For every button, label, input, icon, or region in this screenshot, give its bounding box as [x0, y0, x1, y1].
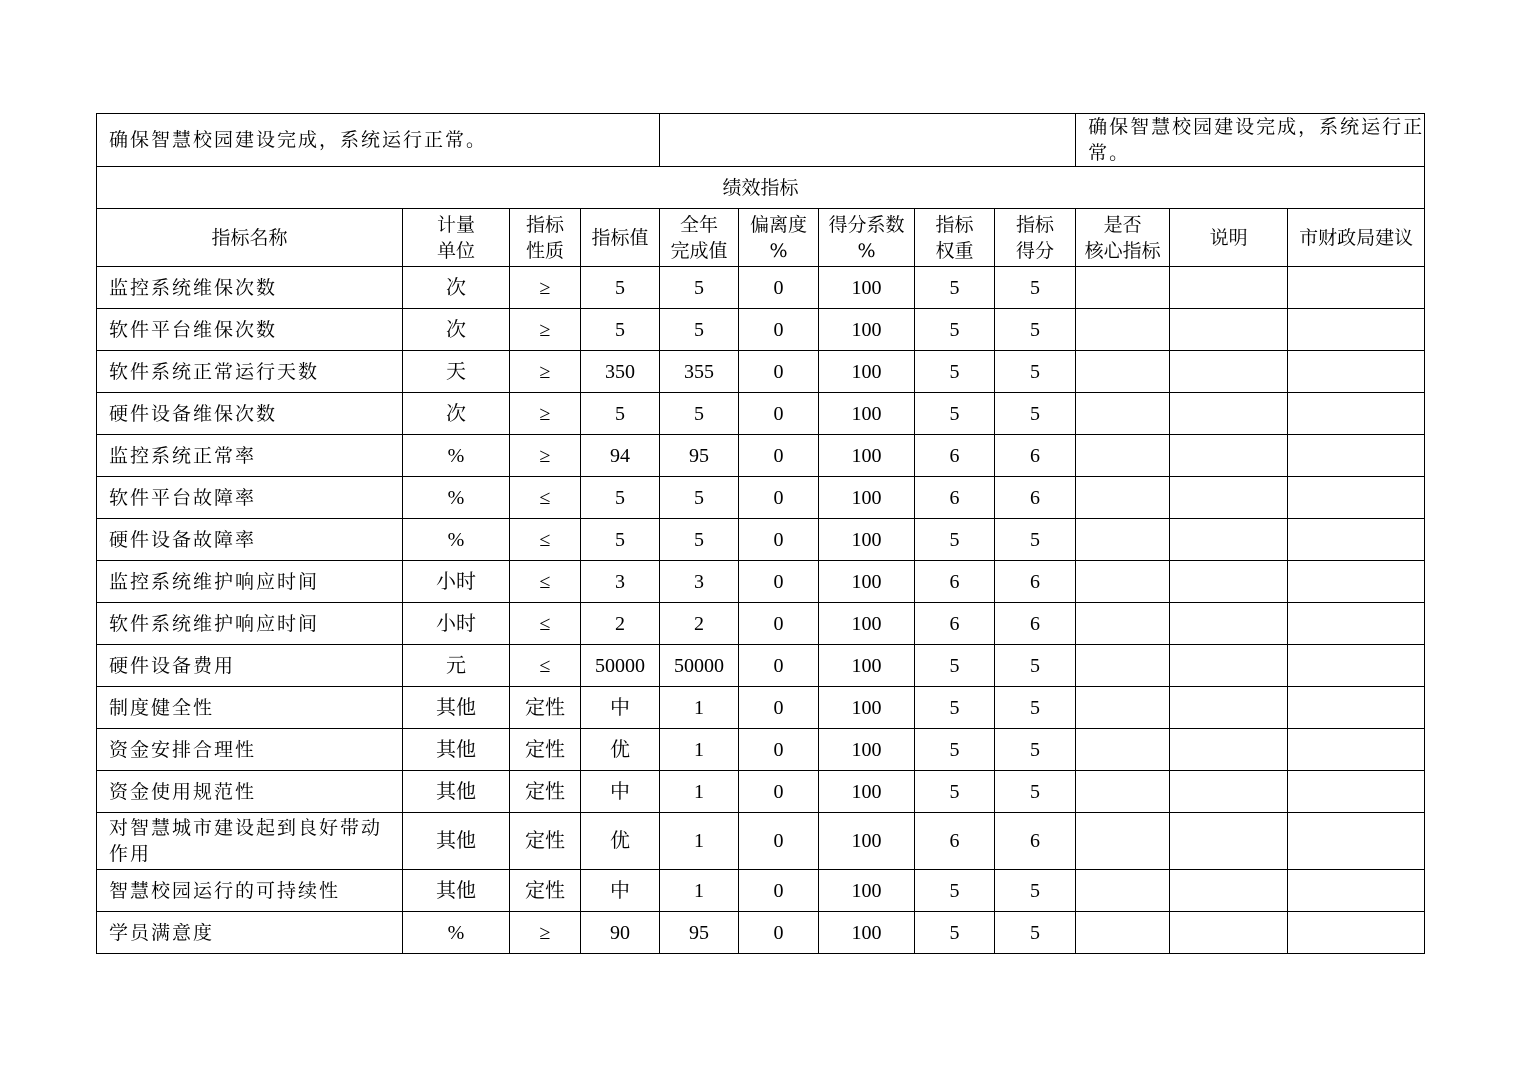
remark-cell — [1170, 870, 1288, 912]
actual-value-cell: 1 — [660, 813, 739, 870]
header-cell: 计量 单位 — [403, 209, 510, 267]
unit-cell: 天 — [403, 351, 510, 393]
nature-cell: ≤ — [510, 603, 581, 645]
remark-cell — [1170, 912, 1288, 954]
finance-suggestion-cell — [1288, 645, 1425, 687]
unit-cell: 其他 — [403, 771, 510, 813]
indicator-name-cell: 监控系统维保次数 — [97, 267, 403, 309]
unit-cell: % — [403, 912, 510, 954]
weight-cell: 5 — [915, 870, 995, 912]
finance-suggestion-cell — [1288, 351, 1425, 393]
unit-cell: 次 — [403, 309, 510, 351]
table-row — [97, 771, 1425, 813]
indicator-name-cell: 对智慧城市建设起到良好带动 作用 — [97, 813, 403, 870]
actual-value-cell: 3 — [660, 561, 739, 603]
score-cell: 5 — [995, 729, 1076, 771]
score-cell: 5 — [995, 912, 1076, 954]
header-cell: 指标 性质 — [510, 209, 581, 267]
nature-cell: ≤ — [510, 561, 581, 603]
weight-cell: 5 — [915, 729, 995, 771]
weight-cell: 5 — [915, 912, 995, 954]
finance-suggestion-cell — [1288, 435, 1425, 477]
table-row — [97, 267, 1425, 309]
score-coefficient-cell: 100 — [819, 393, 915, 435]
target-value-cell: 优 — [581, 813, 660, 870]
score-cell: 5 — [995, 351, 1076, 393]
nature-cell: ≥ — [510, 267, 581, 309]
table-row — [97, 912, 1425, 954]
score-cell: 5 — [995, 645, 1076, 687]
target-value-cell: 中 — [581, 771, 660, 813]
finance-suggestion-cell — [1288, 477, 1425, 519]
score-coefficient-cell: 100 — [819, 435, 915, 477]
nature-cell: 定性 — [510, 687, 581, 729]
unit-cell: 其他 — [403, 870, 510, 912]
indicator-name-cell: 监控系统正常率 — [97, 435, 403, 477]
finance-suggestion-cell — [1288, 267, 1425, 309]
actual-value-cell: 1 — [660, 687, 739, 729]
header-cell: 市财政局建议 — [1288, 209, 1425, 267]
target-value-cell: 5 — [581, 477, 660, 519]
nature-cell: 定性 — [510, 771, 581, 813]
goal-middle — [660, 114, 1076, 167]
deviation-cell: 0 — [739, 351, 819, 393]
nature-cell: ≤ — [510, 519, 581, 561]
score-cell: 6 — [995, 435, 1076, 477]
indicator-name-cell: 智慧校园运行的可持续性 — [97, 870, 403, 912]
remark-cell — [1170, 687, 1288, 729]
weight-cell: 6 — [915, 561, 995, 603]
header-cell: 得分系数 % — [819, 209, 915, 267]
nature-cell: ≥ — [510, 393, 581, 435]
target-value-cell: 5 — [581, 393, 660, 435]
finance-suggestion-cell — [1288, 309, 1425, 351]
remark-cell — [1170, 309, 1288, 351]
score-cell: 5 — [995, 519, 1076, 561]
indicator-name-cell: 制度健全性 — [97, 687, 403, 729]
table-row — [97, 603, 1425, 645]
score-cell: 5 — [995, 771, 1076, 813]
nature-cell: 定性 — [510, 870, 581, 912]
score-coefficient-cell: 100 — [819, 870, 915, 912]
score-coefficient-cell: 100 — [819, 771, 915, 813]
unit-cell: 其他 — [403, 729, 510, 771]
unit-cell: 小时 — [403, 561, 510, 603]
actual-value-cell: 5 — [660, 309, 739, 351]
core-indicator-cell — [1076, 687, 1170, 729]
weight-cell: 5 — [915, 267, 995, 309]
actual-value-cell: 95 — [660, 435, 739, 477]
remark-cell — [1170, 477, 1288, 519]
header-cell: 指标 得分 — [995, 209, 1076, 267]
deviation-cell: 0 — [739, 813, 819, 870]
actual-value-cell: 95 — [660, 912, 739, 954]
table-row — [97, 687, 1425, 729]
actual-value-cell: 355 — [660, 351, 739, 393]
remark-cell — [1170, 435, 1288, 477]
finance-suggestion-cell — [1288, 561, 1425, 603]
indicator-name-cell: 硬件设备维保次数 — [97, 393, 403, 435]
nature-cell: ≤ — [510, 477, 581, 519]
indicator-name-cell: 监控系统维护响应时间 — [97, 561, 403, 603]
core-indicator-cell — [1076, 603, 1170, 645]
deviation-cell: 0 — [739, 267, 819, 309]
deviation-cell: 0 — [739, 771, 819, 813]
score-cell: 5 — [995, 267, 1076, 309]
finance-suggestion-cell — [1288, 519, 1425, 561]
unit-cell: % — [403, 519, 510, 561]
score-coefficient-cell: 100 — [819, 351, 915, 393]
score-coefficient-cell: 100 — [819, 519, 915, 561]
header-cell: 指标 权重 — [915, 209, 995, 267]
score-coefficient-cell: 100 — [819, 813, 915, 870]
indicator-name-cell: 软件系统维护响应时间 — [97, 603, 403, 645]
indicator-name-cell: 软件平台维保次数 — [97, 309, 403, 351]
target-value-cell: 5 — [581, 309, 660, 351]
deviation-cell: 0 — [739, 477, 819, 519]
core-indicator-cell — [1076, 561, 1170, 603]
table-row — [97, 729, 1425, 771]
nature-cell: ≤ — [510, 645, 581, 687]
actual-value-cell: 5 — [660, 477, 739, 519]
indicator-name-cell: 硬件设备费用 — [97, 645, 403, 687]
score-coefficient-cell: 100 — [819, 912, 915, 954]
target-value-cell: 3 — [581, 561, 660, 603]
weight-cell: 6 — [915, 435, 995, 477]
core-indicator-cell — [1076, 267, 1170, 309]
score-coefficient-cell: 100 — [819, 309, 915, 351]
score-coefficient-cell: 100 — [819, 477, 915, 519]
remark-cell — [1170, 393, 1288, 435]
unit-cell: 其他 — [403, 687, 510, 729]
nature-cell: ≥ — [510, 435, 581, 477]
unit-cell: % — [403, 435, 510, 477]
header-cell: 偏离度 % — [739, 209, 819, 267]
target-value-cell: 优 — [581, 729, 660, 771]
section-title-row — [97, 167, 1425, 209]
remark-cell — [1170, 561, 1288, 603]
core-indicator-cell — [1076, 351, 1170, 393]
score-cell: 6 — [995, 477, 1076, 519]
score-cell: 6 — [995, 603, 1076, 645]
score-coefficient-cell: 100 — [819, 687, 915, 729]
target-value-cell: 350 — [581, 351, 660, 393]
header-row — [97, 209, 1425, 267]
header-cell: 全年 完成值 — [660, 209, 739, 267]
remark-cell — [1170, 729, 1288, 771]
deviation-cell: 0 — [739, 393, 819, 435]
remark-cell — [1170, 771, 1288, 813]
target-value-cell: 5 — [581, 519, 660, 561]
goals-row — [97, 114, 1425, 167]
weight-cell: 5 — [915, 687, 995, 729]
score-coefficient-cell: 100 — [819, 603, 915, 645]
core-indicator-cell — [1076, 393, 1170, 435]
finance-suggestion-cell — [1288, 771, 1425, 813]
header-cell: 是否 核心指标 — [1076, 209, 1170, 267]
actual-value-cell: 2 — [660, 603, 739, 645]
target-value-cell: 5 — [581, 267, 660, 309]
header-cell: 指标名称 — [97, 209, 403, 267]
weight-cell: 6 — [915, 477, 995, 519]
nature-cell: 定性 — [510, 729, 581, 771]
finance-suggestion-cell — [1288, 912, 1425, 954]
score-coefficient-cell: 100 — [819, 561, 915, 603]
core-indicator-cell — [1076, 813, 1170, 870]
nature-cell: ≥ — [510, 351, 581, 393]
weight-cell: 5 — [915, 309, 995, 351]
weight-cell: 5 — [915, 645, 995, 687]
core-indicator-cell — [1076, 519, 1170, 561]
core-indicator-cell — [1076, 435, 1170, 477]
target-value-cell: 90 — [581, 912, 660, 954]
remark-cell — [1170, 603, 1288, 645]
weight-cell: 6 — [915, 813, 995, 870]
indicator-name-cell: 软件平台故障率 — [97, 477, 403, 519]
unit-cell: 次 — [403, 393, 510, 435]
actual-value-cell: 1 — [660, 771, 739, 813]
actual-value-cell: 5 — [660, 267, 739, 309]
remark-cell — [1170, 351, 1288, 393]
actual-value-cell: 50000 — [660, 645, 739, 687]
actual-value-cell: 5 — [660, 519, 739, 561]
finance-suggestion-cell — [1288, 393, 1425, 435]
table-row — [97, 813, 1425, 870]
score-cell: 5 — [995, 393, 1076, 435]
table-row — [97, 351, 1425, 393]
deviation-cell: 0 — [739, 729, 819, 771]
deviation-cell: 0 — [739, 435, 819, 477]
weight-cell: 6 — [915, 603, 995, 645]
target-value-cell: 中 — [581, 870, 660, 912]
deviation-cell: 0 — [739, 519, 819, 561]
deviation-cell: 0 — [739, 309, 819, 351]
indicator-name-cell: 资金安排合理性 — [97, 729, 403, 771]
finance-suggestion-cell — [1288, 870, 1425, 912]
core-indicator-cell — [1076, 729, 1170, 771]
remark-cell — [1170, 519, 1288, 561]
actual-value-cell: 1 — [660, 729, 739, 771]
performance-table — [96, 113, 1425, 954]
table-row — [97, 477, 1425, 519]
indicator-name-cell: 学员满意度 — [97, 912, 403, 954]
table-row — [97, 519, 1425, 561]
weight-cell: 5 — [915, 771, 995, 813]
table-row — [97, 561, 1425, 603]
core-indicator-cell — [1076, 645, 1170, 687]
remark-cell — [1170, 645, 1288, 687]
deviation-cell: 0 — [739, 561, 819, 603]
target-value-cell: 50000 — [581, 645, 660, 687]
unit-cell: 次 — [403, 267, 510, 309]
target-value-cell: 中 — [581, 687, 660, 729]
actual-value-cell: 5 — [660, 393, 739, 435]
table-row — [97, 309, 1425, 351]
remark-cell — [1170, 267, 1288, 309]
indicator-name-cell: 硬件设备故障率 — [97, 519, 403, 561]
finance-suggestion-cell — [1288, 729, 1425, 771]
core-indicator-cell — [1076, 309, 1170, 351]
target-value-cell: 2 — [581, 603, 660, 645]
unit-cell: 元 — [403, 645, 510, 687]
score-cell: 5 — [995, 309, 1076, 351]
weight-cell: 5 — [915, 351, 995, 393]
unit-cell: 其他 — [403, 813, 510, 870]
finance-suggestion-cell — [1288, 813, 1425, 870]
score-cell: 5 — [995, 687, 1076, 729]
weight-cell: 5 — [915, 519, 995, 561]
header-cell: 指标值 — [581, 209, 660, 267]
score-coefficient-cell: 100 — [819, 645, 915, 687]
score-cell: 5 — [995, 870, 1076, 912]
score-coefficient-cell: 100 — [819, 729, 915, 771]
target-value-cell: 94 — [581, 435, 660, 477]
table-row — [97, 645, 1425, 687]
header-cell: 说明 — [1170, 209, 1288, 267]
table-row — [97, 393, 1425, 435]
score-cell: 6 — [995, 813, 1076, 870]
unit-cell: % — [403, 477, 510, 519]
indicator-name-cell: 软件系统正常运行天数 — [97, 351, 403, 393]
nature-cell: ≥ — [510, 912, 581, 954]
deviation-cell: 0 — [739, 870, 819, 912]
table-row — [97, 435, 1425, 477]
nature-cell: 定性 — [510, 813, 581, 870]
finance-suggestion-cell — [1288, 687, 1425, 729]
weight-cell: 5 — [915, 393, 995, 435]
goal-left: 确保智慧校园建设完成，系统运行正常。 — [97, 114, 660, 167]
finance-suggestion-cell — [1288, 603, 1425, 645]
section-title: 绩效指标 — [97, 167, 1425, 209]
deviation-cell: 0 — [739, 912, 819, 954]
goal-right: 确保智慧校园建设完成，系统运行正常。 — [1076, 114, 1425, 167]
deviation-cell: 0 — [739, 687, 819, 729]
table-row — [97, 870, 1425, 912]
remark-cell — [1170, 813, 1288, 870]
core-indicator-cell — [1076, 870, 1170, 912]
score-cell: 6 — [995, 561, 1076, 603]
deviation-cell: 0 — [739, 645, 819, 687]
score-coefficient-cell: 100 — [819, 267, 915, 309]
unit-cell: 小时 — [403, 603, 510, 645]
actual-value-cell: 1 — [660, 870, 739, 912]
core-indicator-cell — [1076, 477, 1170, 519]
indicator-name-cell: 资金使用规范性 — [97, 771, 403, 813]
nature-cell: ≥ — [510, 309, 581, 351]
deviation-cell: 0 — [739, 603, 819, 645]
core-indicator-cell — [1076, 912, 1170, 954]
core-indicator-cell — [1076, 771, 1170, 813]
